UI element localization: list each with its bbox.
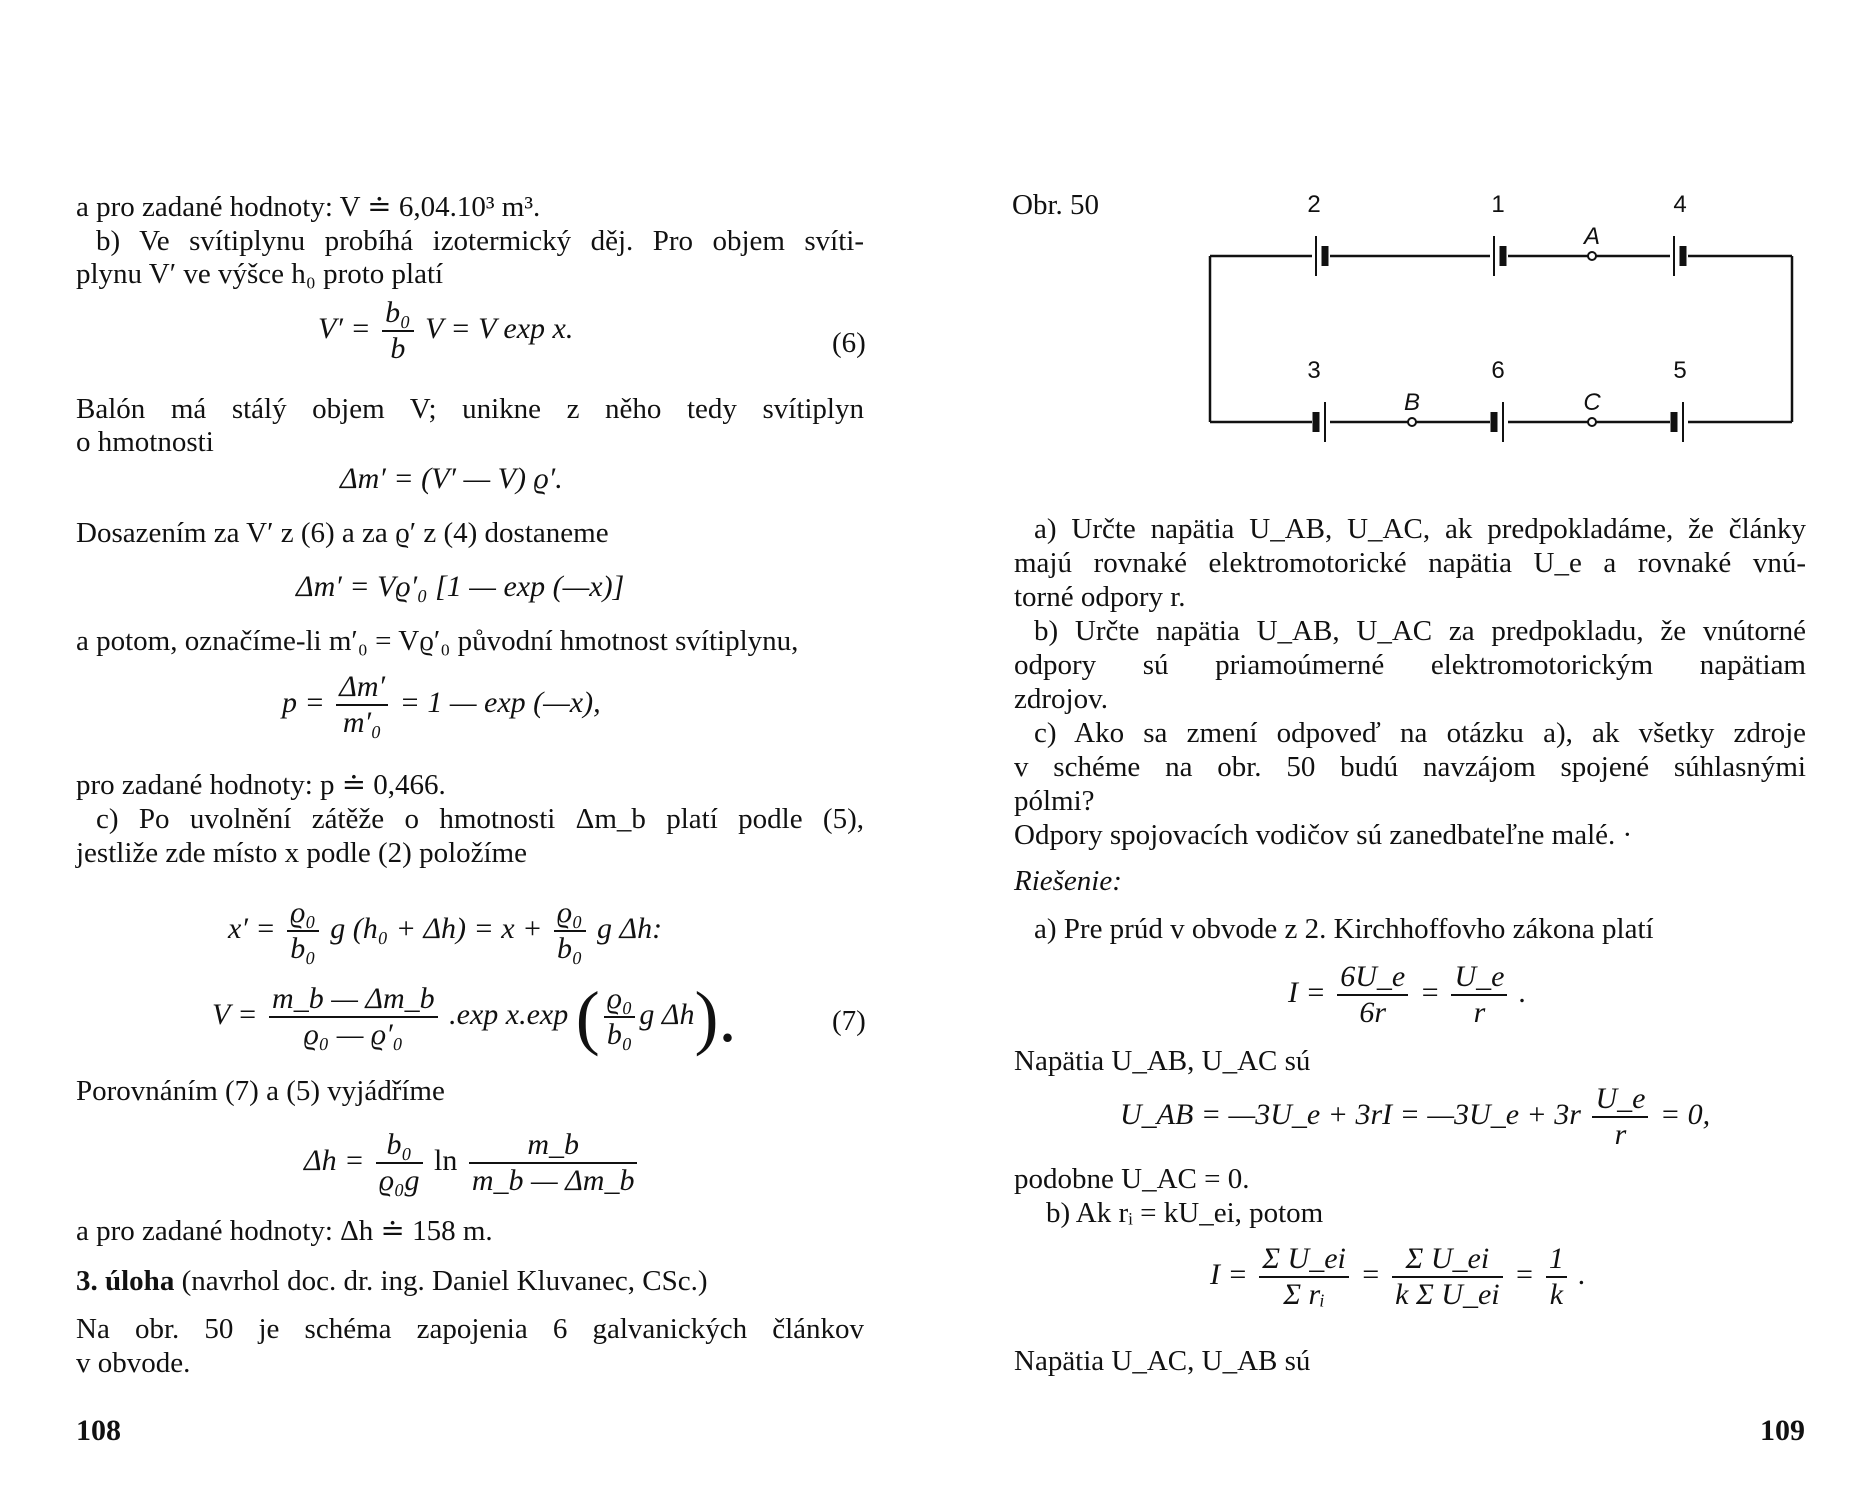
numerator: U_e (1454, 960, 1505, 993)
denominator: ϱ₀g (376, 1162, 423, 1198)
eq-sign: = (1514, 1257, 1535, 1291)
fraction (1392, 1242, 1502, 1312)
node-label-c: C (1583, 389, 1601, 416)
cell-3 (1316, 402, 1325, 442)
eq-sign: = (1419, 975, 1440, 1009)
cell-label: 2 (1307, 191, 1321, 218)
fraction (604, 982, 636, 1052)
fraction (382, 296, 413, 366)
text-line: pólmi? (1014, 785, 1095, 817)
eq-lhs: V = (212, 997, 258, 1031)
numerator: b₀ (385, 296, 411, 329)
equation-p (282, 670, 601, 740)
denominator: r (1592, 1116, 1648, 1152)
text-line: odpory sú priamoúmerné elektromotorickým napätiam (1014, 649, 1806, 681)
solution-heading: Riešenie: (1014, 865, 1122, 897)
cell-4 (1674, 236, 1683, 276)
equation-current-b (1210, 1242, 1586, 1312)
fraction (1337, 960, 1408, 1030)
cell-label: 3 (1307, 357, 1321, 384)
cell-label: 4 (1673, 191, 1687, 218)
eq-rhs: g Δh (639, 997, 695, 1031)
denominator: r (1451, 994, 1507, 1030)
eq-lhs: Δh = (304, 1143, 365, 1177)
equation-mass-loss-2: Δm′ = Vϱ′₀ [1 — exp (—x)] (296, 570, 625, 603)
eq-end: . (1518, 975, 1527, 1009)
text-line: c) Po uvolnění zátěže o hmotnosti Δm_b platí podle (5), (96, 803, 864, 835)
node-label-b: B (1403, 389, 1421, 416)
denominator: Σ rᵢ (1259, 1276, 1349, 1312)
numerator: b₀ (386, 1128, 412, 1161)
eq-lhs: I = (1288, 975, 1326, 1009)
cell-label: 6 (1491, 357, 1505, 384)
numerator: m_b (527, 1128, 579, 1161)
eq-lhs: U_AB = —3U_e + 3rI = —3U_e + 3r (1120, 1097, 1581, 1131)
text-line: a pro zadané hodnoty: V ≐ 6,04.10³ m³. (76, 191, 541, 223)
text-line: zdrojov. (1014, 683, 1108, 715)
cell-label: 5 (1673, 357, 1687, 384)
fraction (336, 670, 388, 740)
eq-rhs: = 0, (1659, 1097, 1711, 1131)
equation-current-a (1288, 960, 1526, 1030)
numerator: Δm′ (339, 670, 386, 703)
text-line: a pro zadané hodnoty: Δh ≐ 158 m. (76, 1215, 493, 1247)
text-line: Na obr. 50 je schéma zapojenia 6 galvanických článkov (76, 1313, 864, 1345)
task-author: (navrhol doc. dr. ing. Daniel Kluvanec, CSc.) (174, 1265, 708, 1297)
node-c (1588, 418, 1596, 426)
text-line: Balón má stálý objem V; unikne z něho tedy svítiplyn (76, 393, 864, 425)
text-line: plynu V′ ve výšce h₀ proto platí (76, 258, 444, 290)
denominator: b₀ (604, 1016, 636, 1052)
fraction (1546, 1242, 1567, 1312)
text-line: a potom, označíme-li m′₀ = Vϱ′₀ původní hmotnost svítiplynu, (76, 625, 799, 657)
text-line: b) Ve svítiplynu probíhá izotermický děj. Pro objem svíti- (96, 225, 864, 257)
node-a (1588, 252, 1596, 260)
denominator: k Σ U_ei (1392, 1276, 1502, 1312)
eq-lhs: I = (1210, 1257, 1248, 1291)
text-line: b) Ak rᵢ = kU_ei, potom (1046, 1197, 1324, 1229)
equation-mass-loss: Δm′ = (V′ — V) ϱ′. (340, 462, 563, 495)
equation-7 (212, 977, 737, 1057)
denominator: ϱ₀ — ϱ′₀ (269, 1016, 438, 1052)
task-title: 3. úloha (76, 1265, 175, 1297)
eq-lhs: V′ = (318, 311, 371, 345)
fraction (269, 982, 438, 1052)
circuit-diagram (1200, 182, 1800, 452)
fraction (1592, 1082, 1648, 1152)
denominator: k (1546, 1276, 1567, 1312)
denominator: m′₀ (336, 704, 388, 740)
denominator: b₀ (554, 930, 586, 966)
numerator: m_b — Δm_b (272, 982, 435, 1015)
eq-end: . (1578, 1257, 1586, 1291)
figure-label: Obr. 50 (1012, 189, 1099, 221)
eq-rhs: g Δh: (597, 911, 663, 945)
text-line: a) Pre prúd v obvode z 2. Kirchhoffovho zákona platí (1034, 913, 1654, 945)
fraction (376, 1128, 423, 1198)
task-heading (76, 1264, 707, 1298)
text-line: Napätia U_AB, U_AC sú (1014, 1045, 1311, 1077)
denominator: b₀ (287, 930, 319, 966)
text-line: majú rovnaké elektromotorické napätia U_e a rovnaké vnú- (1014, 547, 1806, 579)
numerator: Σ U_ei (1262, 1242, 1346, 1275)
text-line: Dosazením za V′ z (6) a za ϱ′ z (4) dostaneme (76, 517, 609, 549)
text-line: v obvode. (76, 1347, 191, 1379)
text-line: Odpory spojovacích vodičov sú zanedbateľne malé. · (1014, 819, 1633, 851)
numerator: 6U_e (1340, 960, 1406, 993)
equation-delta-h (304, 1128, 641, 1198)
denominator: m_b — Δm_b (469, 1162, 638, 1198)
eq-middle: g (h₀ + Δh) = x + (330, 911, 543, 945)
numerator: 1 (1548, 1242, 1564, 1275)
text-line: pro zadané hodnoty: p ≐ 0,466. (76, 769, 446, 801)
numerator: ϱ₀ (290, 896, 316, 929)
text-line: v schéme na obr. 50 budú navzájom spojené súhlasnými (1014, 751, 1806, 783)
cell-1 (1494, 236, 1503, 276)
eq-rhs: V = V exp x. (425, 311, 574, 345)
cell-5 (1674, 402, 1683, 442)
text-line: b) Určte napätia U_AB, U_AC za predpokladu, že vnútorné (1034, 615, 1806, 647)
fraction (1259, 1242, 1349, 1312)
text-line: torné odpory r. (1014, 581, 1186, 613)
eq-lhs: x′ = (228, 911, 276, 945)
fraction (287, 896, 319, 966)
denominator: 6r (1337, 994, 1408, 1030)
text-line: jestliže zde místo x podle (2) položíme (76, 837, 527, 869)
text-line: a) Určte napätia U_AB, U_AC, ak predpokladáme, že články (1034, 513, 1806, 545)
equation-u-ab (1120, 1082, 1710, 1152)
node-label-a: A (1583, 223, 1601, 250)
equation-x-prime (228, 896, 662, 966)
node-b (1408, 418, 1416, 426)
numerator: ϱ₀ (606, 982, 633, 1015)
text-line: o hmotnosti (76, 426, 214, 458)
numerator: ϱ₀ (556, 896, 583, 929)
paren-right: ). (694, 977, 737, 1057)
text-line: podobne U_AC = 0. (1014, 1163, 1250, 1195)
paren-left: ( (575, 977, 600, 1057)
fraction (469, 1128, 638, 1198)
denominator: b (382, 330, 413, 366)
numerator: U_e (1595, 1082, 1646, 1115)
text-line: c) Ako sa zmení odpoveď na otázku a), ak všetky zdroje (1034, 717, 1806, 749)
equation-tag: (7) (832, 1005, 866, 1037)
eq-rhs: = 1 — exp (—x), (399, 685, 601, 719)
fraction (1451, 960, 1507, 1030)
eq-sign: = (1360, 1257, 1381, 1291)
equation-6 (318, 296, 573, 366)
numerator: Σ U_ei (1405, 1242, 1490, 1275)
cell-6 (1494, 402, 1503, 442)
eq-middle: .exp x.exp (449, 997, 569, 1031)
equation-tag: (6) (832, 327, 866, 359)
cell-label: 1 (1491, 191, 1505, 218)
eq-middle: ln (434, 1143, 458, 1177)
text-line: Napätia U_AC, U_AB sú (1014, 1345, 1311, 1377)
cell-2 (1316, 236, 1325, 276)
page-number: 108 (76, 1414, 121, 1447)
fraction (554, 896, 586, 966)
eq-lhs: p = (282, 685, 325, 719)
text-line: Porovnáním (7) a (5) vyjádříme (76, 1075, 445, 1107)
page-number: 109 (1760, 1414, 1805, 1447)
